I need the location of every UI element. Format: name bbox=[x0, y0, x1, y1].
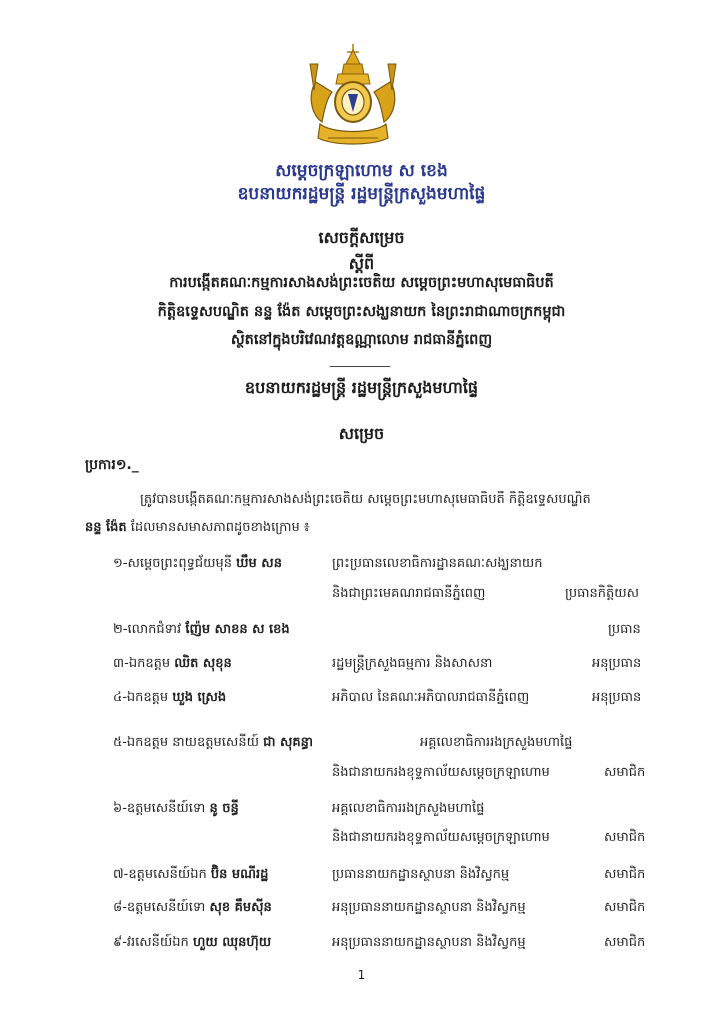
member-8 bbox=[113, 899, 272, 918]
member-number: ៩- bbox=[113, 935, 127, 950]
member-4 bbox=[113, 689, 226, 708]
member-number: ៥- bbox=[113, 735, 127, 750]
about-heading: ស្ដីពី bbox=[348, 254, 375, 273]
article-1-heading: ប្រការ១._ bbox=[85, 457, 139, 473]
member-4-role: អនុប្រធាន bbox=[592, 690, 642, 705]
member-prefix: ឯកឧត្ដម bbox=[128, 656, 175, 671]
member-5 bbox=[113, 734, 313, 753]
member-3-desc: រដ្ឋមន្ត្រីក្រសួងធម្មការ និងសាសនា bbox=[332, 656, 493, 671]
royal-coat-of-arms-emblem bbox=[298, 42, 408, 154]
page-number: 1 bbox=[357, 968, 366, 982]
member-name: សុខ គឹមស៊ីន bbox=[209, 900, 272, 915]
member-prefix: វរសេនីយ៍ឯក bbox=[126, 935, 193, 950]
member-9 bbox=[113, 934, 271, 953]
document-type-heading: សេចក្ដីសម្រេច bbox=[318, 228, 405, 247]
member-prefix: ឧត្តមសេនីយ៍ឯក bbox=[128, 867, 211, 882]
member-number: ៦- bbox=[113, 801, 127, 816]
member-8-desc: អនុប្រធាននាយកដ្ឋានស្ថាបនា និងវិស្វកម្ម bbox=[332, 900, 526, 915]
member-number: ២- bbox=[113, 622, 128, 637]
member-number: ១- bbox=[113, 556, 128, 571]
member-name: នូ ចន្ធី bbox=[209, 801, 239, 816]
member-5-desc2: និងជានាយករងខុទ្ទកាល័យសម្ដេចក្រឡាហោម bbox=[332, 765, 550, 780]
subject-line-1: ការបង្កើតគណៈកម្មការសាងសង់ព្រះចេតិយ សម្ដេចព្រះមហាសុមេធាធិបតី bbox=[169, 275, 554, 291]
member-6-desc: អគ្គលេខាធិការរងក្រសួងមហាផ្ទៃ bbox=[332, 801, 485, 816]
member-prefix: ឯកឧត្ដម នាយឧត្តមសេនីយ៍ bbox=[126, 735, 264, 750]
decider-heading: ឧបនាយករដ្ឋមន្ត្រី រដ្ឋមន្ត្រីក្រសួងមហាផ្ទៃ bbox=[244, 378, 479, 397]
member-name: ឃួង ស្រេង bbox=[172, 690, 227, 705]
subject-line-2: កិត្តិឧទ្ទេសបណ្ឌិត នន្ទ ង៉ែត សម្ដេចព្រះសង្ឃនាយក នៃព្រះរាជាណាចក្រកម្ពុជា bbox=[157, 304, 566, 320]
member-6-role: សមាជិក bbox=[604, 830, 646, 845]
subject-line-3: ស្ថិតនៅក្នុងបរិវេណវត្តឧណ្ណាលោម រាជធានីភ្នំពេញ bbox=[230, 332, 493, 348]
member-5-role: សមាជិក bbox=[604, 765, 646, 780]
member-name: ជា សុគន្ធា bbox=[263, 735, 313, 750]
member-number: ៤- bbox=[113, 690, 127, 705]
decides-heading: សម្រេច bbox=[338, 424, 385, 443]
member-name: ឃឹម សន bbox=[236, 556, 282, 571]
member-number: ៧- bbox=[113, 867, 129, 882]
member-9-role: សមាជិក bbox=[604, 935, 646, 950]
member-2 bbox=[113, 621, 290, 640]
member-name: ញ៉ែម សាខន ស ខេង bbox=[185, 622, 290, 637]
member-name: ប៊ិន មណីរដ្ឋ bbox=[210, 867, 269, 882]
paragraph-bold-name: នន្ទ ង៉ែត bbox=[85, 520, 127, 535]
member-1-role: ប្រធានកិត្តិយស bbox=[565, 586, 640, 601]
official-name: សម្ដេចក្រឡាហោម ស ខេង bbox=[275, 161, 448, 181]
member-4-desc: អភិបាល នៃគណៈអភិបាលរាជធានីភ្នំពេញ bbox=[332, 690, 530, 705]
member-prefix: ឯកឧត្ដម bbox=[126, 690, 173, 705]
member-prefix: សម្ដេចព្រះពុទ្ធជ័យមុនី bbox=[127, 556, 237, 571]
member-1-desc: ព្រះប្រធានលេខាធិការដ្ឋានគណៈសង្ឃនាយក bbox=[332, 556, 543, 571]
member-2-role: ប្រធាន bbox=[608, 622, 641, 637]
member-3 bbox=[113, 655, 232, 674]
member-6 bbox=[113, 800, 239, 819]
heading-divider bbox=[330, 366, 390, 367]
member-1-desc2: និងជាព្រះមេគណរាជធានីភ្នំពេញ bbox=[332, 586, 486, 601]
member-7-role: សមាជិក bbox=[604, 867, 646, 882]
member-prefix: ឧត្តមសេនីយ៍ទោ bbox=[126, 801, 210, 816]
member-8-role: សមាជិក bbox=[604, 900, 646, 915]
member-number: ៨- bbox=[113, 900, 127, 915]
member-name: ឈិត សុខុន bbox=[174, 656, 232, 671]
member-number: ៣- bbox=[113, 656, 129, 671]
member-prefix: លោកជំទាវ bbox=[127, 622, 186, 637]
member-name: ហួយ ឈុនហ៊ុយ bbox=[192, 935, 272, 950]
member-1 bbox=[113, 555, 282, 574]
member-7 bbox=[113, 866, 268, 885]
official-title: ឧបនាយករដ្ឋមន្ត្រី រដ្ឋមន្ត្រីក្រសួងមហាផ្ទៃ bbox=[237, 184, 486, 204]
member-5-desc: អគ្គលេខាធិការរងក្រសួងមហាផ្ទៃ bbox=[420, 735, 573, 750]
paragraph-rest: ដែលមានសមាសភាពដូចខាងក្រោម ៖ bbox=[126, 520, 310, 535]
paragraph-line-2 bbox=[85, 519, 675, 538]
member-3-role: អនុប្រធាន bbox=[592, 656, 642, 671]
paragraph-line-1: ត្រូវបានបង្កើតគណៈកម្មការសាងសង់ព្រះចេតិយ សម្ដេចព្រះមហាសុមេធាធិបតី កិត្តិឧទ្ទេសបណ្ឌិត bbox=[140, 492, 591, 507]
member-7-desc: ប្រធាននាយកដ្ឋានស្ថាបនា និងវិស្វកម្ម bbox=[332, 867, 510, 882]
member-6-desc2: និងជានាយករងខុទ្ទកាល័យសម្ដេចក្រឡាហោម bbox=[332, 830, 550, 845]
member-prefix: ឧត្តមសេនីយ៍ទោ bbox=[126, 900, 210, 915]
member-9-desc: អនុប្រធាននាយកដ្ឋានស្ថាបនា និងវិស្វកម្ម bbox=[332, 935, 526, 950]
